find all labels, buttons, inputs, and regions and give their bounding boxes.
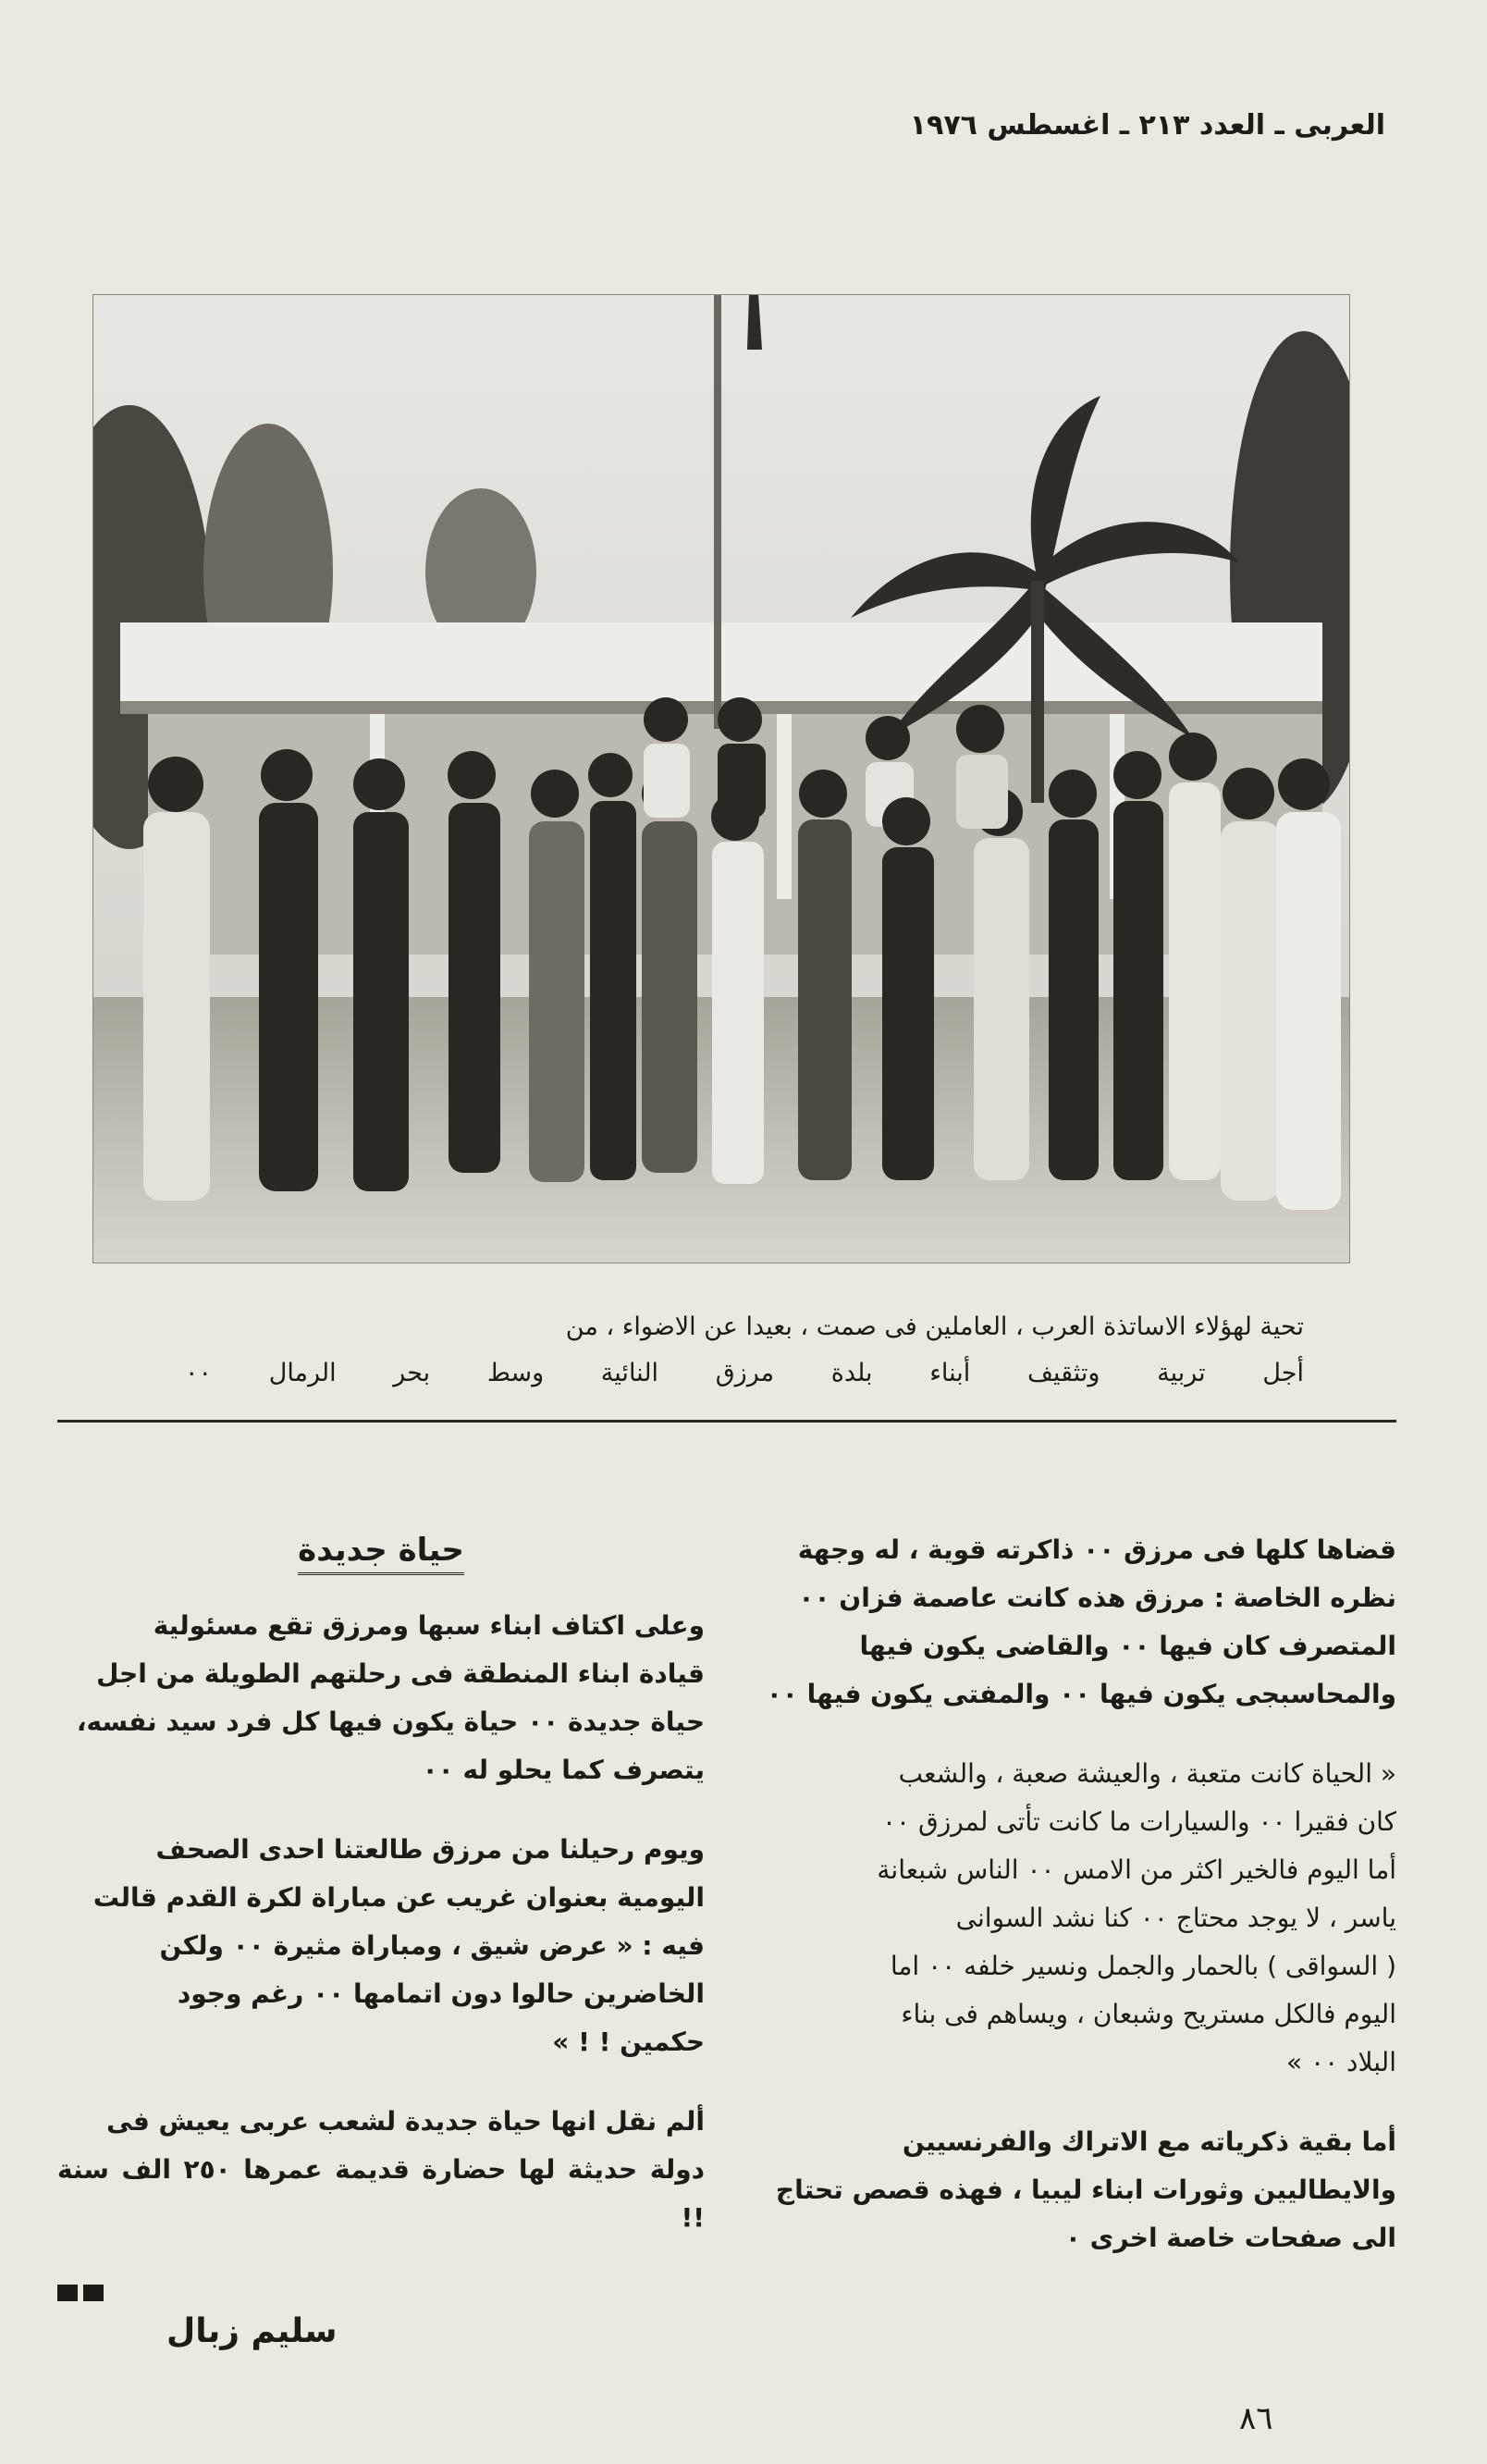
text-line: قضاها كلها فى مرزق ٠٠ ذاكرته قوية ، له وجهة [797, 1534, 1396, 1565]
section-heading [57, 1526, 705, 1574]
text-line: اليومية بعنوان غريب عن مباراة لكرة القدم قالت [92, 1882, 705, 1913]
group-photo [92, 294, 1350, 1263]
article-column-left [57, 1526, 705, 2273]
text-line: « الحياة كانت متعبة ، والعيشة صعبة ، والشعب [898, 1758, 1396, 1789]
text-line: الخاضرين حالوا دون اتمامها ٠٠ رغم وجود [177, 1978, 705, 2009]
text-line: أما اليوم فالخير اكثر من الامس ٠٠ الناس شبعانة [877, 1854, 1396, 1885]
paragraph [57, 1602, 705, 1794]
text-line: دولة حديثة لها حضارة قديمة عمرها ٢٥٠ الف سنة !! [57, 2154, 705, 2233]
text-line: الى صفحات خاصة اخرى ٠ [1064, 2223, 1396, 2253]
text-line: يتصرف كما يحلو له ٠٠ [422, 1755, 705, 1785]
paragraph [747, 2118, 1396, 2262]
text-line: كان فقيرا ٠٠ والسيارات ما كانت تأتى لمرزق ٠٠ [881, 1806, 1396, 1837]
page-number: ٨٦ [1239, 2400, 1273, 2437]
paragraph [747, 1750, 1396, 2087]
text-line: أما بقية ذكرياته مع الاتراك والفرنسيين [902, 2126, 1396, 2157]
paragraph [747, 1526, 1396, 1719]
caption-line: أجل تربية وتثقيف أبناء بلدة مرزق النائية وسط بحر الرمال ٠٠ [185, 1359, 1304, 1387]
text-line: قيادة ابناء المنطقة فى رحلتهم الطويلة من اجل [96, 1658, 705, 1689]
text-line: وعلى اكتاف ابناء سبها ومرزق تقع مسئولية [153, 1610, 705, 1641]
article-column-right [747, 1526, 1396, 2294]
text-line: فيه : « عرض شيق ، ومباراة مثيرة ٠٠ ولكن [159, 1930, 705, 1961]
end-of-article-mark [57, 2285, 104, 2301]
text-line: البلاد ٠٠ » [1286, 2047, 1396, 2077]
text-line: ألم نقل انها حياة جديدة لشعب عربى يعيش فى [106, 2106, 705, 2137]
text-line: ( السواقى ) بالحمار والجمل ونسير خلفه ٠٠ اما [890, 1951, 1396, 1981]
text-line: ياسر ، لا يوجد محتاج ٠٠ كنا نشد السوانى [955, 1903, 1396, 1933]
paragraph [57, 1826, 705, 2066]
text-line: حياة جديدة ٠٠ حياة يكون فيها كل فرد سيد نفسه، [76, 1706, 705, 1737]
text-line: اليوم فالكل مستريح وشبعان ، ويساهم فى بناء [901, 1999, 1396, 2029]
text-line: المتصرف كان فيها ٠٠ والقاضى يكون فيها [859, 1631, 1396, 1661]
issue-header: العربى ـ العدد ٢١٣ ـ اغسطس ١٩٧٦ [909, 109, 1385, 142]
text-line: ويوم رحيلنا من مرزق طالعتنا احدى الصحف [155, 1834, 705, 1865]
text-line: والايطاليين وثورات ابناء ليبيا ، فهذه قصص تحتاج [775, 2174, 1396, 2205]
author-name: سليم زبال [166, 2312, 338, 2350]
section-heading-text: حياة جديدة [298, 1532, 464, 1575]
photo-caption [185, 1304, 1304, 1397]
text-line: والمحاسبجى يكون فيها ٠٠ والمفتى يكون فيها ٠٠ [766, 1679, 1396, 1709]
text-line: نظره الخاصة : مرزق هذه كانت عاصمة فزان ٠٠ [798, 1583, 1396, 1613]
paragraph [57, 2098, 705, 2242]
caption-line: تحية لهؤلاء الاساتذة العرب ، العاملين فى صمت ، بعيدا عن الاضواء ، من [565, 1312, 1304, 1341]
divider [57, 1420, 1396, 1423]
text-line: حكمين ! ! » [552, 2027, 705, 2057]
group-photo-illustration [92, 294, 1350, 1263]
